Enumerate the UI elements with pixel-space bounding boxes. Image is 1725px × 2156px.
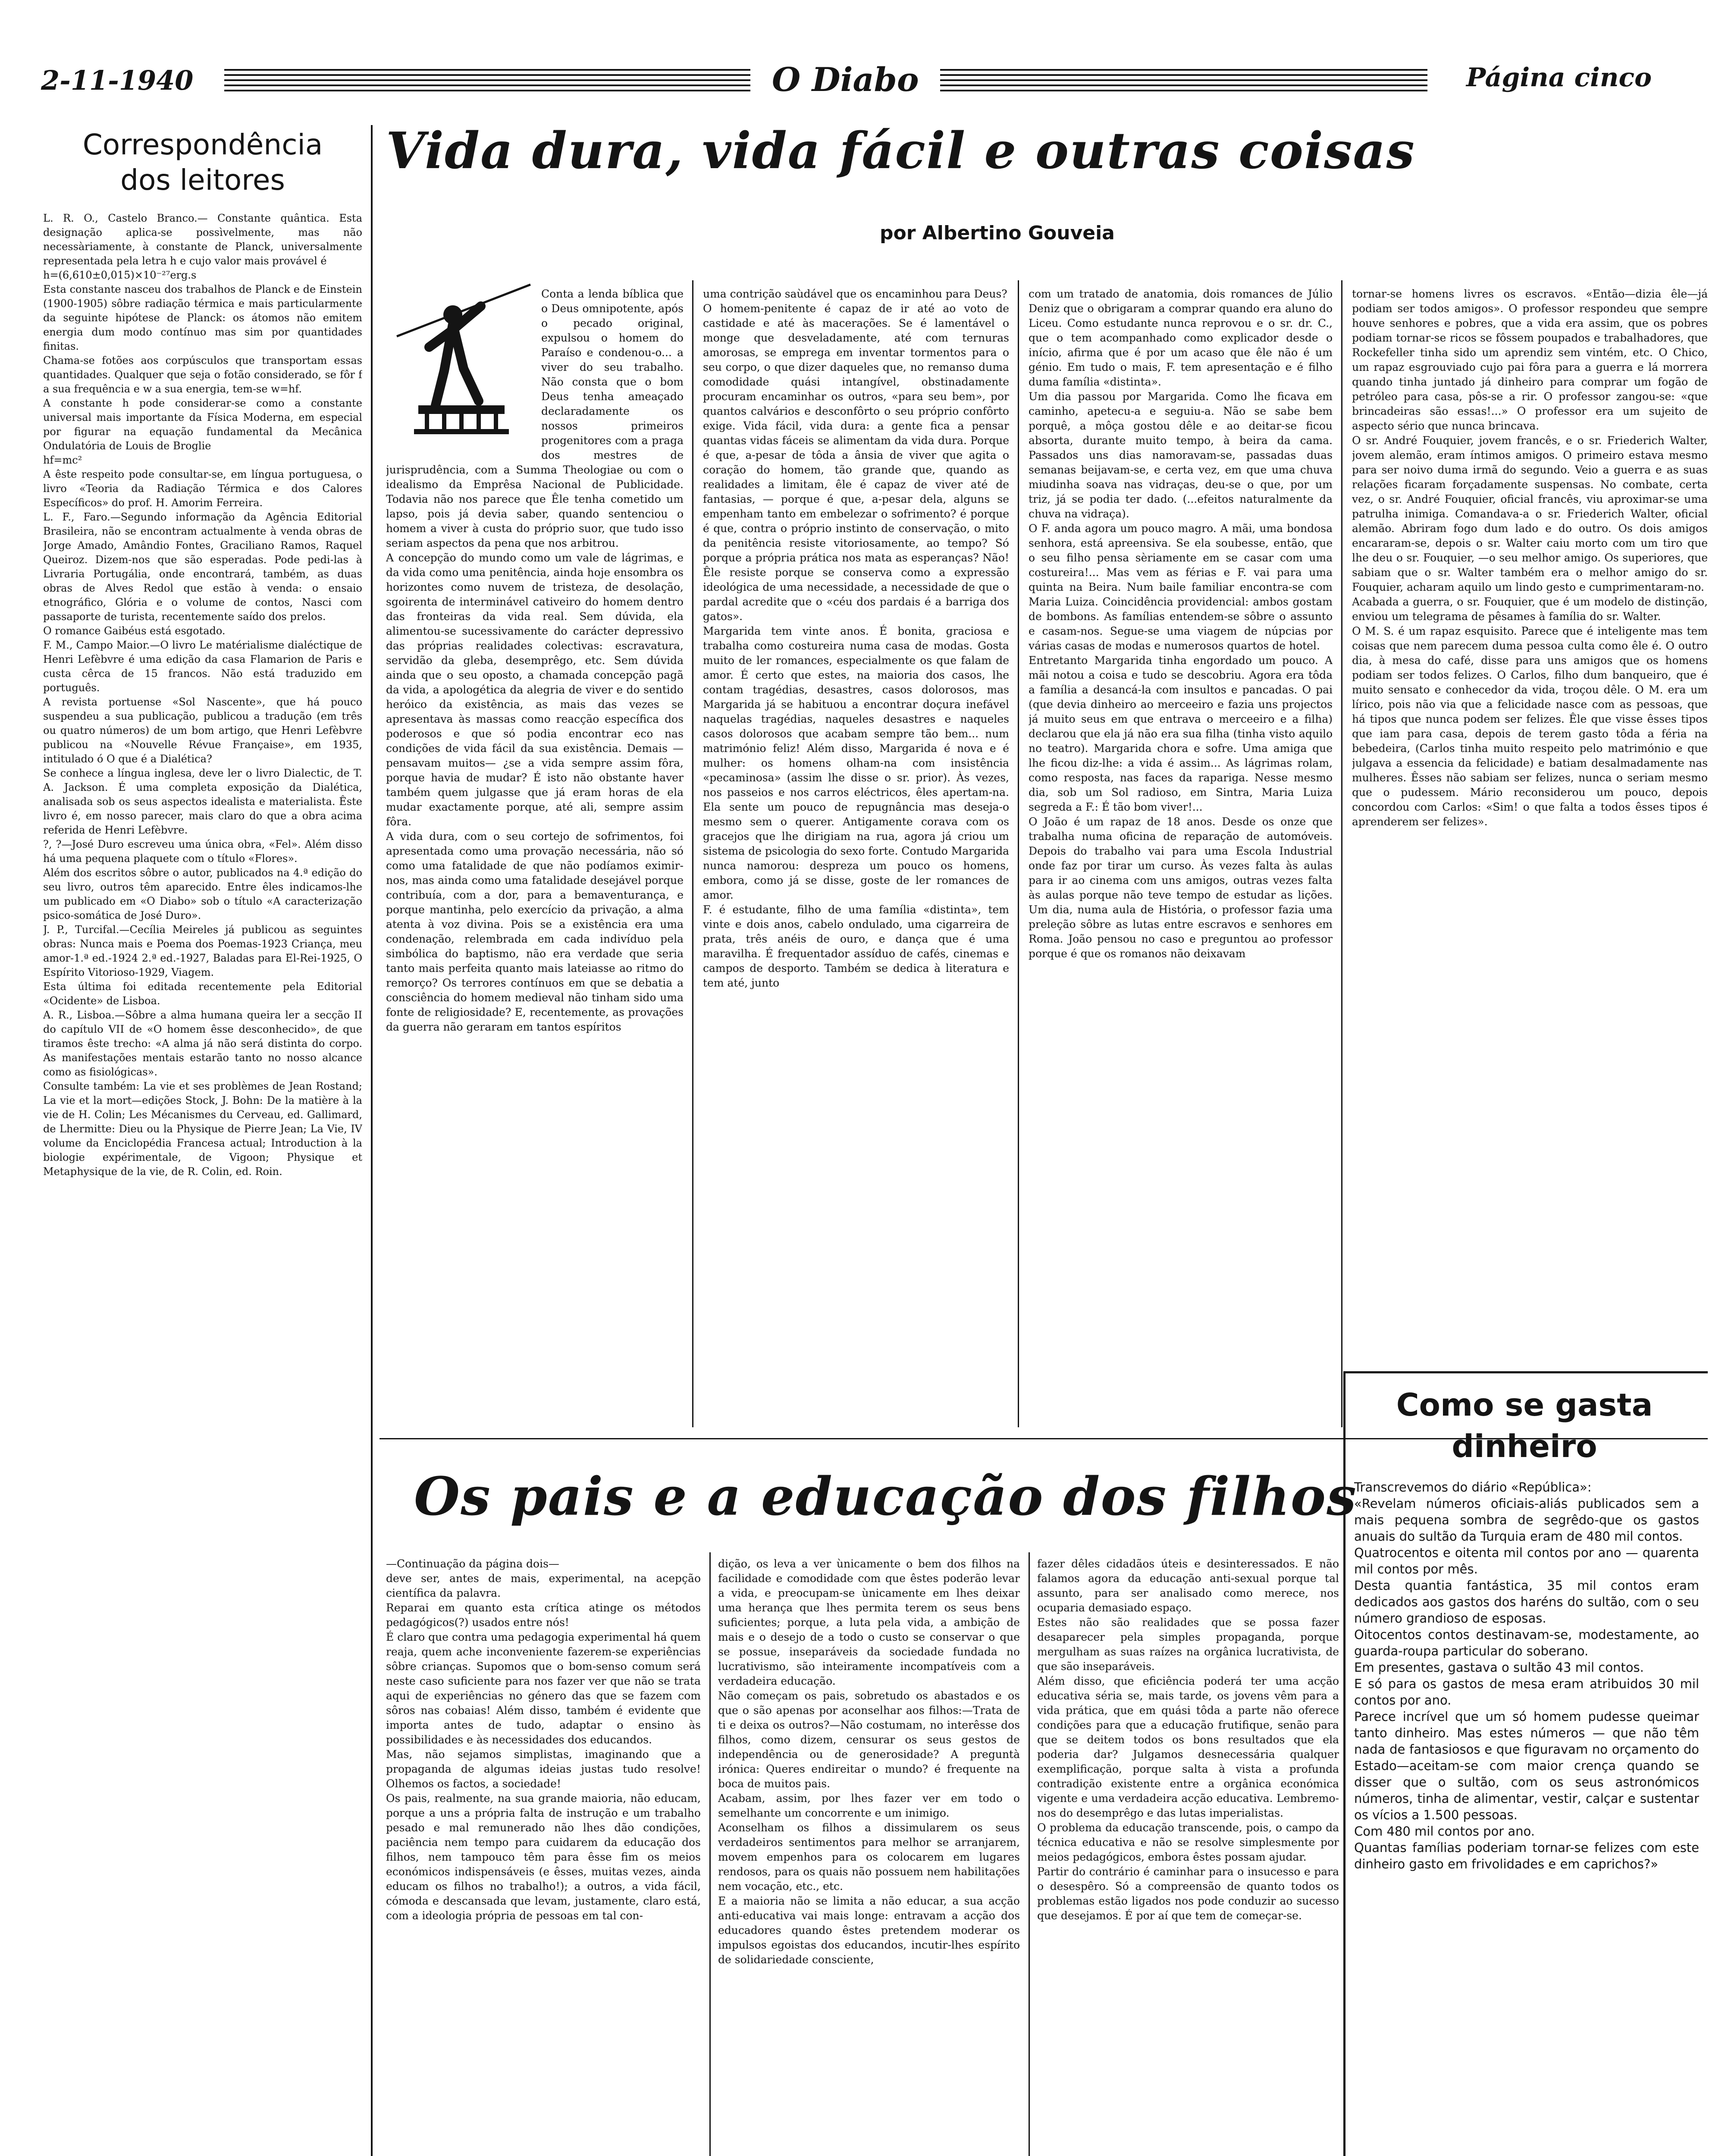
- column-rule-a1-3: [1341, 280, 1342, 1427]
- article-one-headline: Vida dura, vida fácil e outras coisas: [386, 122, 1415, 180]
- article-two-column-2: dição, os leva a ver ùnicamente o bem dos filhos na facilidade e comodidade com que êstes poderão levar a vida, e preocupam-se ùnicamente em lhes deixar uma herança que lhes permita terem os seus bens suficientes; porque, a luta pela vida, a ambição de mais e o desejo de a todo o custo se conservar o que se possue, inseparáveis da sociedade fundada no lucrativismo, são inteiramente incompatíveis com a verdadeira educação. Não começam os pais, sobretudo os abastados e os que o são apenas por aconselhar aos filhos:—Trata de ti e deixa os outros?—Não costumam, no interêsse dos filhos, como dizem, censurar os seus gestos de independência ou de generosidade? A preguntà irónica: Queres endireitar o mundo? é frequente na boca de muitos pais. Acabam, assim, por lhes fazer ver em todo o semelhante um concorrente e um inimigo. Aconselham os filhos a dissimularem os seus verdadeiros sentimentos para melhor se arranjarem, movem empenhos para os colocarem em lugares rendosos, para os quais não possuem nem habilitações nem vocação, etc., etc. E a maioria não se limita a não educar, a sua acção anti-educativa vai mais longe: entravam a acção dos educadores quando êstes pretendem moderar os impulsos egoistas dos educandos, incutir-lhes espírito de solidariedade consciente,: [718, 1557, 1020, 1966]
- sidebar-title: Como se gasta dinheiro: [1396, 1387, 1653, 1464]
- article-one-column-1: Conta a lenda bíblica que o Deus omnipotente, após o pecado original, expulsou o homem do Paraíso e condenou-o... a viver do seu trabalho. Não consta que o bom Deus tenha ameaçado declaradamente os nossos primeiros progenitores com a praga dos mestres de jurisprudência, com a Summa Theologiae ou com o idealismo da Emprêsa Nacional de Publicidade. Todavia não nos parece que Êle tenha cometido um lapso, pois já devia saber, quando sentenciou o homem a viver à custa do próprio suor, que tudo isso seriam aspectos da pena que nos arbitrou. A concepção do mundo como um vale de lágrimas, e da vida como uma penitência, ainda hoje ensombra os horizontes como nuvem de tristeza, de desolação, sgoirenta de interminável cativeiro do homem dentro das fronteiras da vida real. Sem dúvida, ela alimentou-se sucessivamente do carácter depressivo das próprias realidades colectivas: escravatura, servidão da gleba, desemprêgo, etc. Sem dúvida ainda que o seu oposto, a chamada concepção pagã da vida, a apologética da alegria de viver e do sentido heróico da existência, as mais das vezes se apresentava às massas como reacção específica dos poderosos e que só podia encontrar eco nas condições de vida fácil da sua existência. Demais — pensavam muitos— ¿se a vida sempre assim fôra, porque havia de mudar? É isto não obstante haver também quem julgasse que já eram horas de ela mudar exactamente porque, até ali, sempre assim fôra. A vida dura, com o seu cortejo de sofrimentos, foi apresentada como uma provação necessária, não só como uma fatalidade de que não podíamos eximir-nos, mas ainda como uma fatalidade desejável porque contribuía, com a dor, para a bemaventurança, e porque mantinha, pelo exercício da privação, a alma atenta à voz divina. Pois se a existência era uma condenação, relembrada em cada indivíduo pela simbólica do baptismo, não era verdade que seria tanto mais perfeita quanto mais lateiasse ao ritmo do remorço? Os terrores contínuos em que se debatia a consciência do homem medieval não tinham sido uma fonte de religiosidade? E, recentemente, as provações da guerra não geraram em tantos espíritos: [386, 288, 684, 1033]
- column-rule-a2-1: [709, 1552, 711, 2156]
- issue-date: 2-11-1940: [41, 65, 194, 96]
- article-one-column-4: tornar-se homens livres os escravos. «Então—dizia êle—já podiam ser todos amigos». O professor respondeu que sempre houve senhores e pobres, que a vida era assim, que os pobres podiam tornar-se ricos se fôssem poupados e trabalhadores, que Rockefeller tinha sido um aprendiz sem vintém, etc. O Chico, um rapaz esgrouviado cujo pai fôra para a guerra e lá morrera quando tinha juntado já dinheiro para comprar um fogão de petróleo para casa, pôs-se a rir. O professor zangou-se: «que brincadeiras são essas!...» O professor era um sujeito de aspecto sério que nunca brincava. O sr. André Fouquier, jovem francês, e o sr. Friederich Walter, jovem alemão, eram íntimos amigos. O primeiro estava mesmo para ser noivo duma irmã do segundo. Veio a guerra e as suas relações ficaram forçadamente suspensas. No combate, certa vez, o sr. André Fouquier, oficial francês, viu aproximar-se uma patrulha inimiga. Comandava-a o sr. Friederich Walter, oficial alemão. Abriram fogo dum lado e do outro. Os dois amigos encararam-se, depois o sr. Walter caiu morto com um tiro que lhe deu o sr. Fouquier, —o seu melhor amigo. Os superiores, que sabiam que o sr. Walter também era o melhor amigo do sr. Fouquier, acharam aquilo um lindo gesto e cumprimentaram-no. Acabada a guerra, o sr. Fouquier, que é um modelo de distinção, enviou um telegrama de pêsames à família do sr. Walter. O M. S. é um rapaz esquisito. Parece que é inteligente mas tem coisas que nem parecem duma pessoa culta como êle é. O outro dia, à mesa do café, disse para uns amigos que os homens podiam ser todos felizes. O Carlos, filho dum banqueiro, que é muito sensato e conhecedor da vida, troçou dêle. O M. era um lírico, pois não via que a felicidade nasce com as pessoas, que há tipos que nunca podem ser felizes. Êle que visse êsses tipos que iam para casa, depois de terem gasto tôda a féria na bebedeira, (Carlos tinha muito respeito pelo matrimónio e que julgava a essencia da felicidade) e batiam desalmadamente nas mulheres. Êsses não sabiam ser felizes, nunca o seriam mesmo que o pudessem. Mário reconsiderou um pouco, depois concordou com Carlos: «Sim! o que falta a todos êsses tipos é aprenderem ser felizes».: [1352, 288, 1708, 828]
- article-one-column-2: uma contrição saùdável que os encaminhou para Deus? O homem-penitente é capaz de ir até ao voto de castidade e até às macerações. Se é lamentável o monge que desveladamente, até com ternuras amorosas, se emprega em inventar tormentos para o seu corpo, o que dizer daqueles que, no remanso duma comodidade quási intangível, obstinadamente procuram encaminhar os outros, «para seu bem», por quantos calvários e desconfôrto o seu próprio confôrto exige. Vida fácil, vida dura: a gente fica a pensar quantas vidas fáceis se alimentam da vida dura. Porque é que, a-pesar de tôda a ânsia de viver que agita o coração do homem, tão grande que, quando as realidades a limitam, êle é capaz de viver até de fantasias, — porque é que, a-pesar dela, alguns se empenham tanto em embelezar o sofrimento? é porque é que, contra o próprio instinto de conservação, o mito da penitência resiste vitoriosamente, ao tempo? Só porque a própria prática nos mata as esperanças? Não! Êle resiste porque se conserva como a expressão ideológica de uma necessidade, a necessidade de que o pardal acredite que o «céu dos pardais é a barriga dos gatos». Margarida tem vinte anos. É bonita, graciosa e trabalha como costureira numa casa de modas. Gosta muito de ler romances, especialmente os que falam de amor. É certo que estes, na maioria dos casos, lhe contam tragédias, desastres, casos dolorosos, mas Margarida já se habituou a encontrar doçura inefável naquelas tragédias, naqueles desastres e naqueles casos dolorosos que acabam sempre tão bem... num matrimónio feliz! Além disso, Margarida é nova e é mulher: os homens olham-na com insistência «pecaminosa» (assim lhe disse o sr. prior). Às vezes, nos passeios e nos carros eléctricos, êles apertam-na. Ela sente um pouco de repugnância mas deseja-o mesmo sem o querer. Antigamente corava com os gracejos que lhe dirigiam na rua, agora já criou um sistema de psicologia do sexo forte. Contudo Margarida nunca namorou: despreza um pouco os homens, embora, como já se disse, goste de ler romances de amor. F. é estudante, filho de uma família «distinta», tem vinte e dois anos, cabelo ondulado, uma cigarreira de prata, três anéis de ouro, e dança que é uma maravilha. É frequentador assíduo de cafés, cinemas e campos de desporto. Também se dedica à literatura e tem até, junto: [703, 288, 1009, 989]
- article-two-column-3: fazer dêles cidadãos úteis e desinteressados. E não falamos agora da educação anti-sexual porque tal assunto, para ser analisado como merece, nos ocuparia demasiado espaço. Estes não são realidades que se possa fazer desaparecer pela simples propaganda, porque mergulham as suas raízes na orgânica lucrativista, de que são inseparáveis. Além disso, que eficiência poderá ter uma acção educativa séria se, mais tarde, os jovens vêm para a vida prática, que em quási tôda a parte não oferece condições para que a educação frutifique, senão para que se deitem todos os bons resultados que ela poderia dar? Julgamos desnecessária qualquer exemplificação, porque salta à vista a profunda contradição existente entre a orgânica económica vigente e uma verdadeira acção educativa. Lembremo-nos do desemprêgo e das lutas imperialistas. O problema da educação transcende, pois, o campo da técnica educativa e não se resolve simplesmente por meios pedagógicos, embora êstes possam ajudar. Partir do contrário é caminhar para o insucesso e para o desespêro. Só a compreensão de quanto todos os problemas estão ligados nos pode conduzir ao sucesso que desejamos. É por aí que tem de começar-se.: [1037, 1557, 1339, 1922]
- column-rule-a1-2: [1018, 280, 1019, 1427]
- left-column-divider: [371, 125, 373, 2156]
- article-two-column-1: —Continuação da página dois— deve ser, antes de mais, experimental, na acepção científica da palavra. Reparai em quanto esta crítica atinge os métodos pedagógicos(?) usados entre nós! É claro que contra uma pedagogia experimental há quem reaja, quem ache inconveniente fazerem-se experiências sôbre crianças. Supomos que o bom-senso comum será neste caso suficiente para nos fazer ver que não se trata aqui de experiências no género das que se fazem com sôros nas cobaias! Além disso, também é evidente que importa antes de tudo, adaptar o ensino às possibilidades e às necessidades dos educandos. Mas, não sejamos simplistas, imaginando que a propaganda de algumas ideias justas tudo resolve! Olhemos os factos, a sociedade! Os pais, realmente, na sua grande maioria, não educam, porque a uns a própria falta de instrução e um trabalho pesado e mal remunerado não lhes dão condições, paciência nem tempo para cuidarem da educação dos filhos, nem tampouco têm para êsse fim os meios económicos indispensáveis (e êsses, muitas vezes, ainda educam os filhos no trabalho!); a outros, a vida fácil, cómoda e descansada que levam, justamente, claro está, com a ideologia própria de pessoas em tal con-: [386, 1557, 701, 1922]
- article-one-byline: por Albertino Gouveia: [880, 222, 1115, 244]
- column-rule-a2-2: [1029, 1552, 1030, 2156]
- masthead-rule-right: [940, 69, 1427, 93]
- article-one-column-3: com um tratado de anatomia, dois romances de Júlio Deniz que o obrigaram a comprar quando era aluno do Liceu. Como estudante nunca reprovou e o sr. dr. C., que o tem acompanhado como explicador desde o início, afirma que é por um acaso que êle não é um génio. Em tudo o mais, F. tem apresentação e é filho duma família «distinta». Um dia passou por Margarida. Como lhe ficava em caminho, apetecu-a e seguiu-a. Não se sabe bem porquê, a môça gostou dêle e ao deitar-se ficou absorta, durante muito tempo, à beira da cama. Passados uns dias namoravam-se, passadas duas semanas beijavam-se, e certa vez, em que uma chuva miudinha soava nas vidraças, deu-se o que, por um triz, já se podia ter dado. (...efeitos naturalmente da chuva na vidraça). O F. anda agora um pouco magro. A mãi, uma bondosa senhora, está apreensiva. Se ela soubesse, então, que o seu filho pensa sèriamente em se casar com uma costureira!... Mas vem as férias e F. vai para uma quinta na Beira. Num baile familiar encontra-se com Maria Luiza. Coincidência providencial: ambos gostam de bombons. As famílias entendem-se sôbre o assunto e casam-nos. Segue-se uma viagem de núpcias por várias casas de modas e numerosos quartos de hotel. Entretanto Margarida tinha engordado um pouco. A mãi notou a coisa e tudo se descobriu. Agora era tôda a família a desancá-la com insultos e pancadas. O pai (que devia dinheiro ao merceeiro e fazia uns projectos já muito seus em que entrava o merceeiro e a filha) declarou que ela já não era sua filha (tinha visto aquilo no teatro). Margarida chora e sofre. Uma amiga que lhe ficou diz-lhe: a vida é assim... As lágrimas rolam, como resposta, nas faces da rapariga. Nesse mesmo dia, sob um Sol radioso, em Sintra, Maria Luiza segreda a F.: É tão bom viver!... O João é um rapaz de 18 anos. Desde os onze que trabalha numa oficina de reparação de automóveis. Depois do trabalho vai para uma Escola Industrial onde faz por tirar um curso. Às vezes falta às aulas para ir ao cinema com uns amigos, outras vezes falta às aulas porque não teve tempo de estudar as lições. Um dia, numa aula de História, o professor fazia uma preleção sôbre as lutas entre escravos e senhores em Roma. João pensou no caso e preguntou ao professor porque é que os romanos não deixavam: [1029, 288, 1333, 960]
- article-two-headline: Os pais e a educação dos filhos: [414, 1465, 1357, 1527]
- column-rule-a1-1: [692, 280, 693, 1427]
- correspondence-title: Correspondência dos leitores: [82, 128, 323, 197]
- masthead-title: O Diabo: [772, 60, 919, 99]
- masthead-rule-left: [224, 69, 750, 93]
- sidebar-text: Transcrevemos do diário «República»: «Revelam números oficiais-aliás publicados sem a mais pequena sombra de segrêdo-que os gastos anuais do sultão da Turquia eram de 480 mil contos. Quatrocentos e oitenta mil contos por ano — quarenta mil contos por mês. Desta quantia fantástica, 35 mil contos eram dedicados aos gastos dos haréns do sultão, com o seu número grandioso de esposas. Oitocentos contos destinavam-se, modestamente, ao guarda-roupa particular do soberano. Em presentes, gastava o sultão 43 mil contos. E só para os gastos de mesa eram atribuidos 30 mil contos por ano. Parece incrível que um só homem pudesse queimar tanto dinheiro. Mas estes números — que não têm nada de fantasiosos e que figuravam no orçamento do Estado—aceitam-se com maior crença quando se disser que o sultão, com os seus astronómicos números, tinha de alimentar, vestir, calçar e sustentar os vícios a 1.500 pessoas. Com 480 mil contos por ano. Quantas famílias poderiam tornar-se felizes com este dinheiro gasto em frivolidades e em caprichos?»: [1354, 1480, 1699, 1871]
- page-label: Página cinco: [1466, 63, 1652, 93]
- correspondence-text: L. R. O., Castelo Branco.— Constante quântica. Esta designação aplica-se possìvelmente, mas não necessàriamente, à constante de Planck, universalmente representada pela letra h e cujo valor mais provável é h=(6,610±0,015)×10⁻²⁷erg.s Esta constante nasceu dos trabalhos de Planck e de Einstein (1900-1905) sôbre radiação térmica e mais particularmente da seguinte hipótese de Planck: os átomos não emitem energia dum modo contínuo mas sim por quantidades finitas. Chama-se fotões aos corpúsculos que transportam essas quantidades. Qualquer que seja o fotão considerado, se fôr f a sua frequência e w a sua energia, tem-se w=hf. A constante h pode considerar-se como a constante universal mais importante da Física Moderna, em especial por figurar na equação fundamental da Mecânica Ondulatória de Louis de Broglie hf=mc² A êste respeito pode consultar-se, em língua portuguesa, o livro «Teoria da Radiação Térmica e dos Calores Específicos» do prof. H. Amorim Ferreira. L. F., Faro.—Segundo informação da Agência Editorial Brasileira, não se encontram actualmente à venda obras de Jorge Amado, Amândio Fontes, Graciliano Ramos, Raquel Queiroz. Dizem-nos que são esperadas. Pode pedi-las à Livraria Portugália, onde encontrará, também, as duas obras de Alves Redol que estão à venda: o ensaio etnográfico, Glória e o volume de contos, Nasci com passaporte de turista, recentemente saído dos prelos. O romance Gaibéus está esgotado. F. M., Campo Maior.—O livro Le matérialisme dialéctique de Henri Lefèbvre é uma edição da casa Flamarion de Paris e custa cêrca de 15 francos. Não está traduzido em português. A revista portuense «Sol Nascente», que há pouco suspendeu a sua publicação, publicou a tradução (em três ou quatro números) de um bom artigo, que Henri Lefèbvre publicou na «Nouvelle Révue Française», em 1935, intitulado ó O que é a Dialética? Se conhece a língua inglesa, deve ler o livro Dialectic, de T. A. Jackson. É uma completa exposição da Dialética, analisada sob os seus aspectos idealista e materialista. Êste livro é, em nosso parecer, mais claro do que a obra acima referida de Henri Lefèbvre. ?, ?—José Duro escreveu uma única obra, «Fel». Além disso há uma pequena plaquete com o título «Flores». Além dos escritos sôbre o autor, publicados na 4.ª edição do seu livro, outros têm aparecido. Entre êles indicamos-lhe um publicado em «O Diabo» sob o título «A caracterização psico-somática de José Duro». J. P., Turcifal.—Cecília Meireles já publicou as seguintes obras: Nunca mais e Poema dos Poemas-1923 Criança, meu amor-1.ª ed.-1924 2.ª ed.-1927, Baladas para El-Rei-1925, O Espírito Vitorioso-1929, Viagem. Esta última foi editada recentemente pela Editorial «Ocidente» de Lisboa. A. R., Lisboa.—Sôbre a alma humana queira ler a secção II do capítulo VII de «O homem êsse desconhecido», de que tiramos êste trecho: «A alma já não será distinta do corpo. As manifestações mentais estarão tanto no nosso alcance como as fisiológicas». Consulte também: La vie et ses problèmes de Jean Rostand; La vie et la mort—edições Stock, J. Bohn: De la matière à la vie de H. Colin; Les Mécanismes du Cerveau, ed. Gallimard, de Lhermitte: Dieu ou la Physique de Pierre Jean; La Vie, IV volume da Enciclopédia Francesa actual; Introduction à la biologie expérimentale, de Vigoon; Physique et Metaphysique de la vie, de R. Colin, ed. Roin.: [43, 212, 362, 1178]
